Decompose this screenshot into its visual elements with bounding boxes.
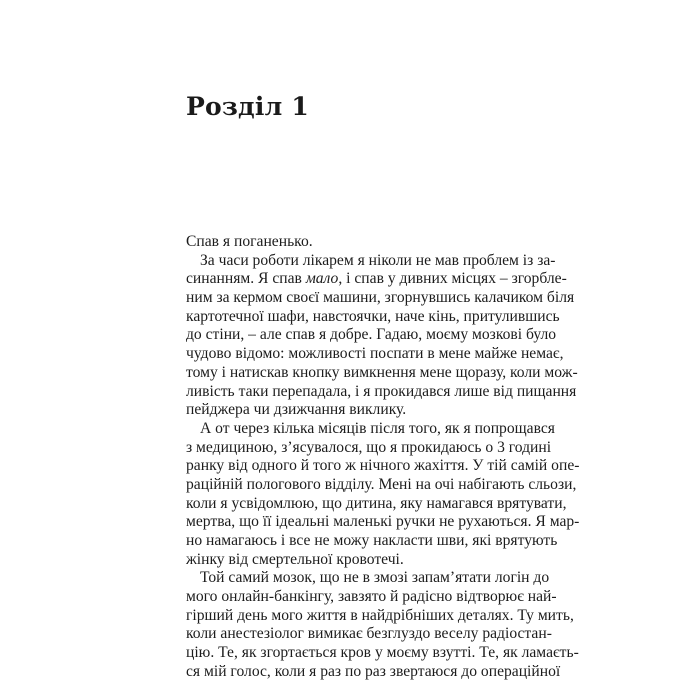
paragraph-line: коли я усвідомлюю, що дитина, яку намагався врятувати,	[186, 494, 567, 512]
paragraph-line: гірший день мого життя в найдрібніших деталях. Ту мить,	[186, 606, 574, 624]
paragraph-line	[186, 270, 567, 289]
chapter-title: Розділ 1	[186, 92, 309, 121]
paragraph-line: жінку від смертельної кровотечі.	[186, 550, 404, 568]
paragraph-line: чудово відомо: можливості поспати в мене майже немає,	[186, 345, 564, 363]
paragraph-line: мого онлайн-банкінгу, завзято й радісно відтворює най-	[186, 588, 557, 606]
paragraph-line: тому і натискав кнопку вимкнення мене щоразу, коли мож-	[186, 363, 578, 381]
italic-emphasis: мало	[305, 270, 339, 288]
paragraph-line: пейджера чи дзижчання виклику.	[186, 401, 407, 419]
paragraph-line: За часи роботи лікарем я ніколи не мав проблем із за-	[200, 251, 556, 269]
paragraph-line: картотечної шафи, навстоячки, наче кінь, притулившись	[186, 307, 560, 325]
paragraph-line: А от через кілька місяців після того, як я попрощався	[200, 419, 555, 437]
paragraph-line: но намагаюсь і все не можу накласти шви, які врятують	[186, 532, 558, 549]
paragraph-line: раційній пологового відділу. Мені на очі набігають сльози,	[186, 475, 577, 493]
paragraph-line: з медициною, з’ясувалося, що я прокидаюсь о 3 годині	[186, 438, 552, 456]
paragraph-line: до стіни, – але спав я добре. Гадаю, моєму мозкові було	[186, 326, 557, 344]
chapter-body-text	[186, 233, 580, 682]
paragraph-line: цію. Те, як згортається кров у моєму взутті. Те, як ламаєть-	[186, 644, 579, 662]
paragraph-line: ранку від одного й того ж нічного жахіття. У тій самій опе-	[186, 457, 580, 475]
paragraph-line: Той самий мозок, що не в змозі запам’ятати логін до	[200, 569, 550, 587]
paragraph-line: мертва, що її ідеальні маленькі ручки не рухаються. Я мар-	[186, 513, 580, 531]
line-segment: , і спав у дивних місцях – згорбле-	[338, 270, 567, 288]
paragraph-line: ним за кермом своєї машини, згорнувшись калачиком біля	[186, 289, 575, 307]
paragraph-line: Спав я поганенько.	[186, 233, 313, 250]
paragraph-line: коли анестезіолог вимикає безглуздо веселу радіостан-	[186, 625, 552, 643]
line-segment: синанням. Я спав	[186, 270, 306, 288]
paragraph-line: ся мій голос, коли я раз по раз звертаюся до операційної	[186, 662, 561, 680]
paragraph-line: ливість таки перепадала, і я прокидався лише від пищання	[186, 382, 577, 400]
